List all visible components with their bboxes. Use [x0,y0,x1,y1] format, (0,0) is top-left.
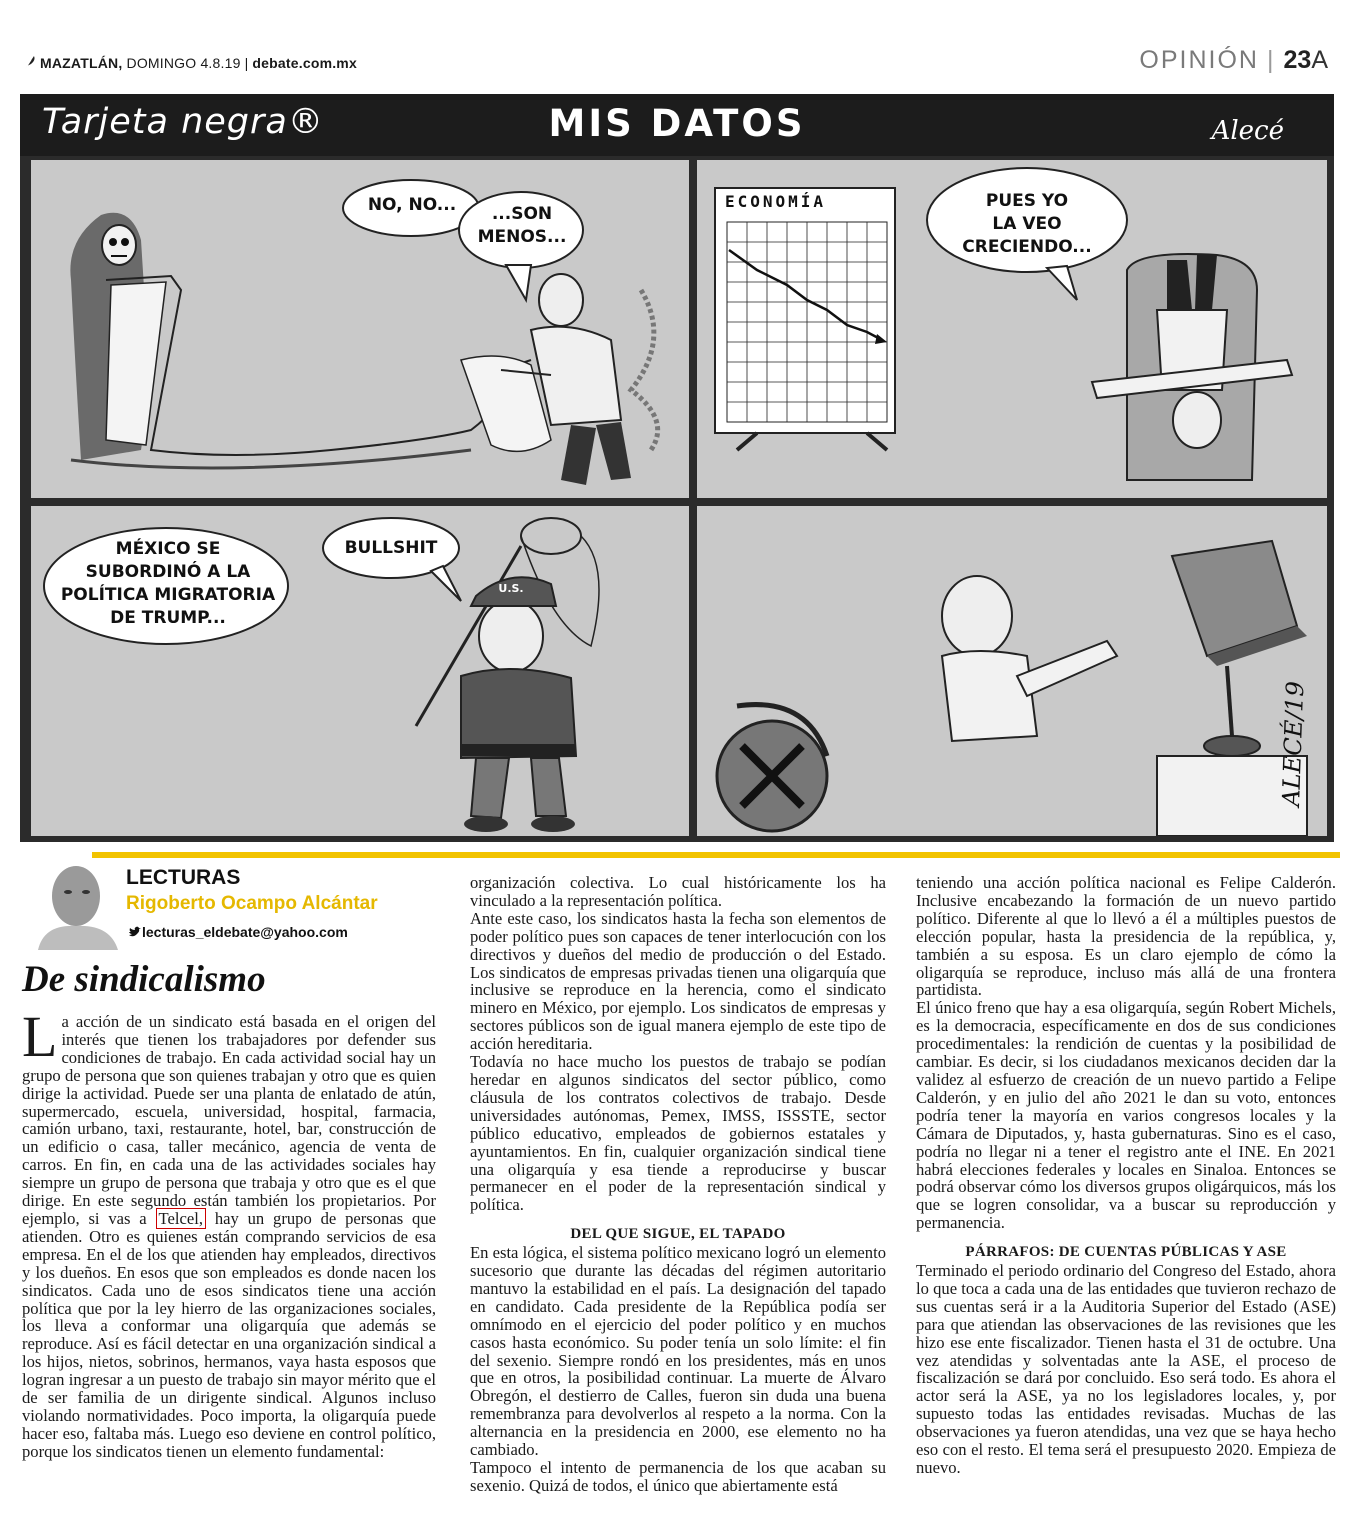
cartoon-panel-4 [697,506,1327,836]
col1-text-b: hay un grupo de personas que atienden. Otro es quienes están comprando servicios de esa empresa. En el de los que atienden hay empleados, directivos y los dueños. En esos que son empleados es donde nacen los sindicatos. Cada uno de esos sindicatos tiene una acción política que por la ley hierro de las organizaciones sociales, los lleva a conformar una oligarquía que además se reproduce. Así es fácil detectar en una organización sindical a los hijos, nietos, sobrinos, hermanos, vaya hasta esposos que logran ingresar a un puesto de trabajo sin mayor mérito que el de ser familia de un dirigente sindical. Algunos incluso violando normatividades. Poco importa, la oligarquía puede hacer eso, faltaba más. Luego eso deviene en control político, porque los sindicatos tienen un elemento fundamental: [22,1208,436,1461]
panel-2-bubble-line-2: LA VEO [992,214,1062,234]
author-email-text[interactable]: lecturas_eldebate@yahoo.com [142,924,348,940]
cartoon [20,94,1334,842]
panel-1-bubble-1: NO, NO... [367,195,457,215]
article-column-2 [470,874,886,1495]
cartoon-title: MIS DATOS [548,102,806,145]
economy-chart-label: ECONOMÍA [725,192,827,211]
author-name: Rigoberto Ocampo Alcántar [126,893,378,914]
telcel-link[interactable]: Telcel, [156,1208,206,1229]
cartoon-title-bar [20,94,1334,156]
col3-paragraph-2: El único freno que hay a esa oligarquía, según Robert Michels, es la democracia, específicamente en dos de sus condiciones procedimentales: la rendición de cuentas y la posibilidad de cambiar. Es decir, si los ciudadanos mexicanos deciden dar la validez al esfuerzo de creación de un nuevo partido a Felipe Calderón, y en julio del año 2021 le dan su voto, entonces podría tener la mayoría en varios congresos locales y la Cámara de Diputados, y, hasta gubernaturas. Sino es el caso, podría no llegar ni a tener el registro ante el INE. En 2021 habrá elecciones federales y locales en Sinaloa. Entonces se podrá observar cómo los diversos grupos oligárquicos, más los que se logren consolidar, va a buscar su reproducción y permanencia. [916,998,1336,1233]
col3-subhead: PÁRRAFOS: DE CUENTAS PÚBLICAS Y ASE [965,1244,1287,1261]
panel-3-bubble-1-line-3: POLÍTICA MIGRATORIA [60,585,276,605]
col2-subhead: DEL QUE SIGUE, EL TAPADO [570,1226,786,1243]
col2-paragraph-4: En esta lógica, el sistema político mexicano logró un elemento sucesorio que durante las décadas del régimen autoritario mantuvo la estabilidad en el país. La designación del tapado en candidato. Cada presidente de la República podía ser omnímodo en el ejercicio del poder político y en muchos casos hasta económico. Su poder tenía un solo límite: el fin del sexenio. Siempre rondó en los presidentes, más en unos que en otros, la posibilidad continuar. La muerte de Álvaro Obregón, el destierro de Calles, fueron sin duda una buena remembranza para devolverlos al respeto a la norma. Con la alternancia en la presidencia en 2000, ese elemento no ha cambiado. [470,1243,886,1460]
panel-3-bubble-1-line-2: SUBORDINÓ A LA [85,562,251,582]
col3-paragraph-3: Terminado el periodo ordinario del Congreso del Estado, ahora lo que toca a cada una de las entidades que tuvieron rechazo de sus cuentas será ir a la Auditoria Superior del Estado (ASE) para que atiendan las observaciones de las revisiones que les hizo ese ente fiscalizador. Tienen hasta el 31 de octubre. Una vez atendidas y solventadas ante la ASE, el proceso de fiscalización se dará por concluido. Eso será todo. Es ahora el actor será la ASE, ya no los legisladores locales, y, por supuesto todas las entidades revisadas. Muchas de las observaciones ya fueron atendidas, una vez que se haya hecho eso con el resto. El tema será el presupuesto 2020. Empieza de nuevo. [916,1261,1336,1477]
col3-paragraph-1: teniendo una acción política nacional es Felipe Calderón. Inclusive encabezando la formación de un nuevo partido político. Diferente al que lo llevó a él a múltiples puestos de elección popular, hasta la presidencia de la república, y, también a su esposa. Es un claro ejemplo de cómo la oligarquía se reproduce, incluso más allá de una frontera partidista. [916,873,1336,1000]
panel-3-bubble-2: BULLSHIT [344,538,438,558]
strip-name: Tarjeta negra® [42,102,324,142]
section-label [1139,46,1328,75]
accent-rule [92,852,1340,858]
panel-2-bubble-line-1: PUES YO [985,191,1069,211]
cartoon-panel-2 [697,160,1327,498]
panel-3-bubble-1-line-1: MÉXICO SE [115,539,221,559]
page-number: 23 [1283,46,1312,74]
masthead [22,54,357,72]
panel-4-signature: ALECÉ/19 [1277,680,1310,807]
author-email[interactable] [128,924,348,940]
cartoon-panel-3 [31,506,689,836]
column-name: LECTURAS [126,866,241,889]
header-separator: | [244,55,249,71]
panel-4-drawing [697,506,1327,836]
panel-3-bubble-1-line-4: DE TRUMP... [110,608,226,628]
section-separator: | [1267,46,1276,74]
panel-1-bubble-2-line-1: ...SON [491,204,553,224]
panel-2-bubble-line-3: CRECIENDO... [962,237,1092,257]
author-photo [34,858,120,950]
site-link[interactable]: debate.com.mx [252,55,357,71]
article-column-1 [22,1004,436,1461]
article-column-3 [916,874,1336,1477]
section-name: OPINIÓN [1139,46,1259,74]
cap-badge-text: U.S. [498,582,524,595]
drop-cap: L [22,1004,58,1069]
page-letter: A [1311,46,1328,74]
city: MAZATLÁN, [40,55,123,71]
col1-text-a: a acción de un sindicato está basada en el origen del interés que tienen los trabajadores por defender sus condiciones de trabajo. En cada actividad social hay un grupo de persona que son quienes trabajan y otro que es quien dirige la actividad. Puede ser una planta de enlatado de atún, supermercado, escuela, universidad, hospital, farmacia, camión urbano, taxi, restaurante, hotel, bar, construcción de un edificio o casa, taller mecánico, agencia de venta de carros. En fin, en cada una de las actividades sociales hay siempre un grupo de persona que trabaja y otro que es el que dirige. En este segundo están también los propietarios. Por ejemplo, si vas a [22,1012,436,1228]
twitter-bird-icon [128,926,141,939]
col2-paragraph-2: Ante este caso, los sindicatos hasta la fecha son elementos de poder político pues son capaces de tener interlocución con los directivos y dueños del medio de producción o del Estado. Los sindicatos de empresas privadas tienen una oligarquía que inclusive se reproduce en la herencia, como el sindicato minero en México, por ejemplo. Los sindicatos de empresas y sectores públicos son de igual manera ejemplo de este tipo de acción hereditaria. [470,908,886,1054]
feather-icon [22,54,36,72]
col2-paragraph-3: Todavía no hace mucho los puestos de trabajo se podían heredar en algunos sindicatos del sector público, como cláusula de los contratos colectivos de trabajo. Desde universidades autónomas, Pemex, IMSS, ISSSTE, sector público educativo, empleados de gobiernos estatales y ayuntamientos. En fin, cualquier organización sindical tiene una oligarquía y esa tiende a reproducirse y buscar permanecer en el poder de la representación sindical y política. [470,1052,886,1215]
artist-signature: Alecé [1211,116,1284,146]
date: DOMINGO 4.8.19 [126,55,241,71]
col1-paragraph-1 [22,1004,436,1461]
panel-1-bubble-2-line-2: MENOS... [477,227,567,247]
cartoon-panel-1 [31,160,689,498]
col2-paragraph-5: Tampoco el intento de permanencia de los que acaban su sexenio. Quizá de todos, el único que abiertamente está [470,1458,886,1495]
article-headline: De sindicalismo [22,959,266,1000]
col2-paragraph-1: organización colectiva. Lo cual históricamente los ha vinculado a la representación política. [470,873,886,910]
